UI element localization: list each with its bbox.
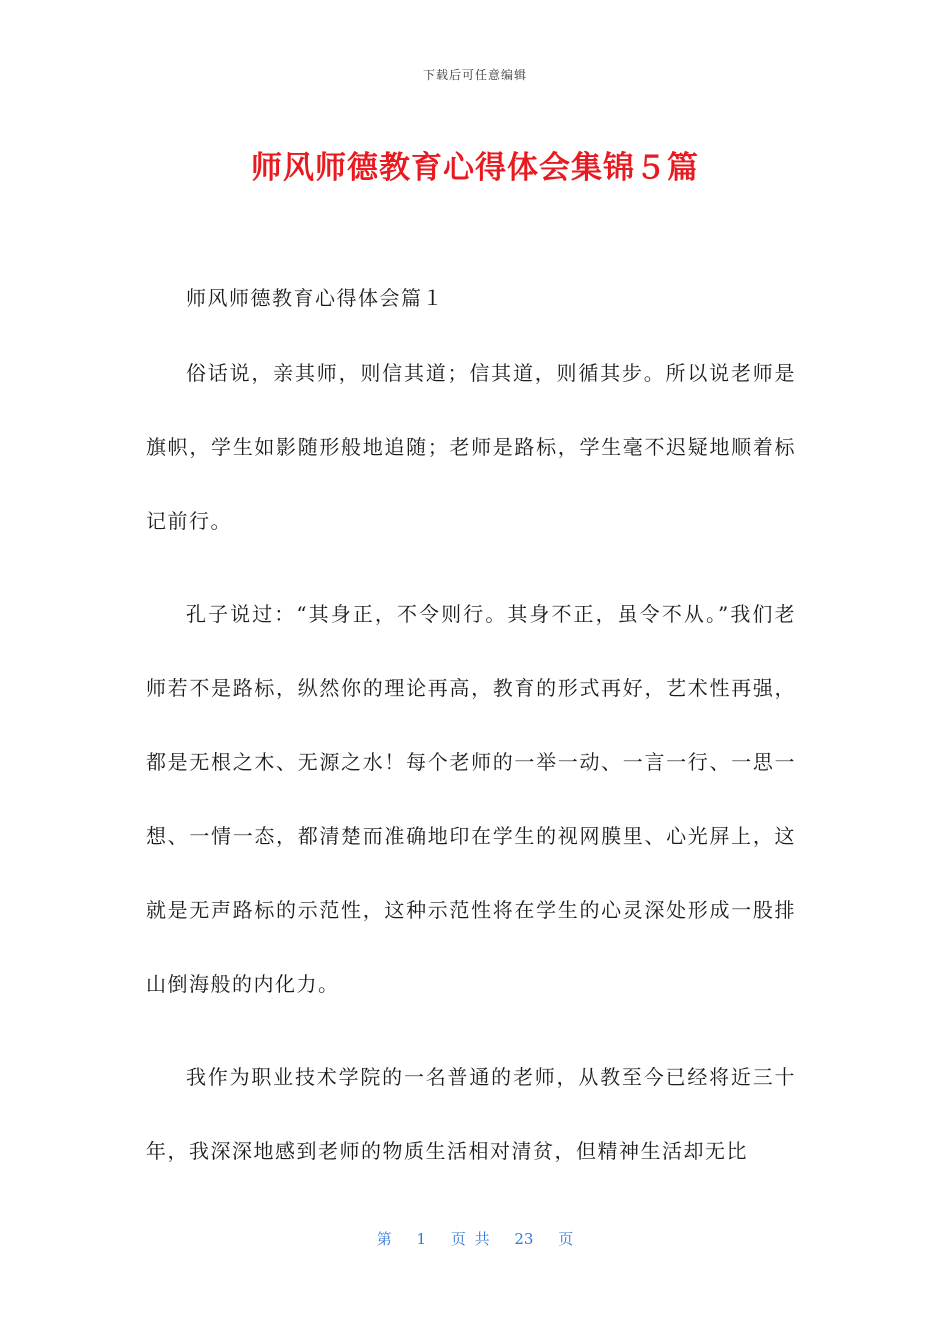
footer-label-page: 第	[376, 1230, 392, 1248]
paragraph-3: 我作为职业技术学院的一名普通的老师，从教至今已经将近三十年，我深深地感到老师的物质生活相对清贫，但精神生活却无比	[146, 1065, 796, 1163]
section-heading: 师风师德教育心得体会篇１	[186, 286, 444, 310]
document-body	[146, 280, 796, 1225]
footer-label-end: 页	[558, 1230, 574, 1248]
page-footer	[0, 1228, 950, 1249]
footer-current-page: 1	[416, 1230, 427, 1248]
paragraph-2: 孔子说过：“其身正，不令则行。其身不正，虽令不从。”我们老师若不是路标，纵然你的理论再高，教育的形式再好，艺术性再强，都是无根之木、无源之水！每个老师的一举一动、一言一行、一思一想、一情一态，都清楚而准确地印在学生的视网膜里、心光屏上，这就是无声路标的示范性，这种示范性将在学生的心灵深处形成一股排山倒海般的内化力。	[146, 602, 796, 996]
footer-label-of: 页 共	[450, 1230, 490, 1248]
header-note: 下载后可任意编辑	[422, 68, 527, 82]
footer-total-pages: 23	[514, 1230, 534, 1248]
paragraph-1: 俗话说，亲其师，则信其道；信其道，则循其步。所以说老师是旗帜，学生如影随形般地追随；老师是路标，学生毫不迟疑地顺着标记前行。	[146, 361, 796, 533]
document-title: 师风师德教育心得体会集锦５篇	[251, 150, 699, 186]
